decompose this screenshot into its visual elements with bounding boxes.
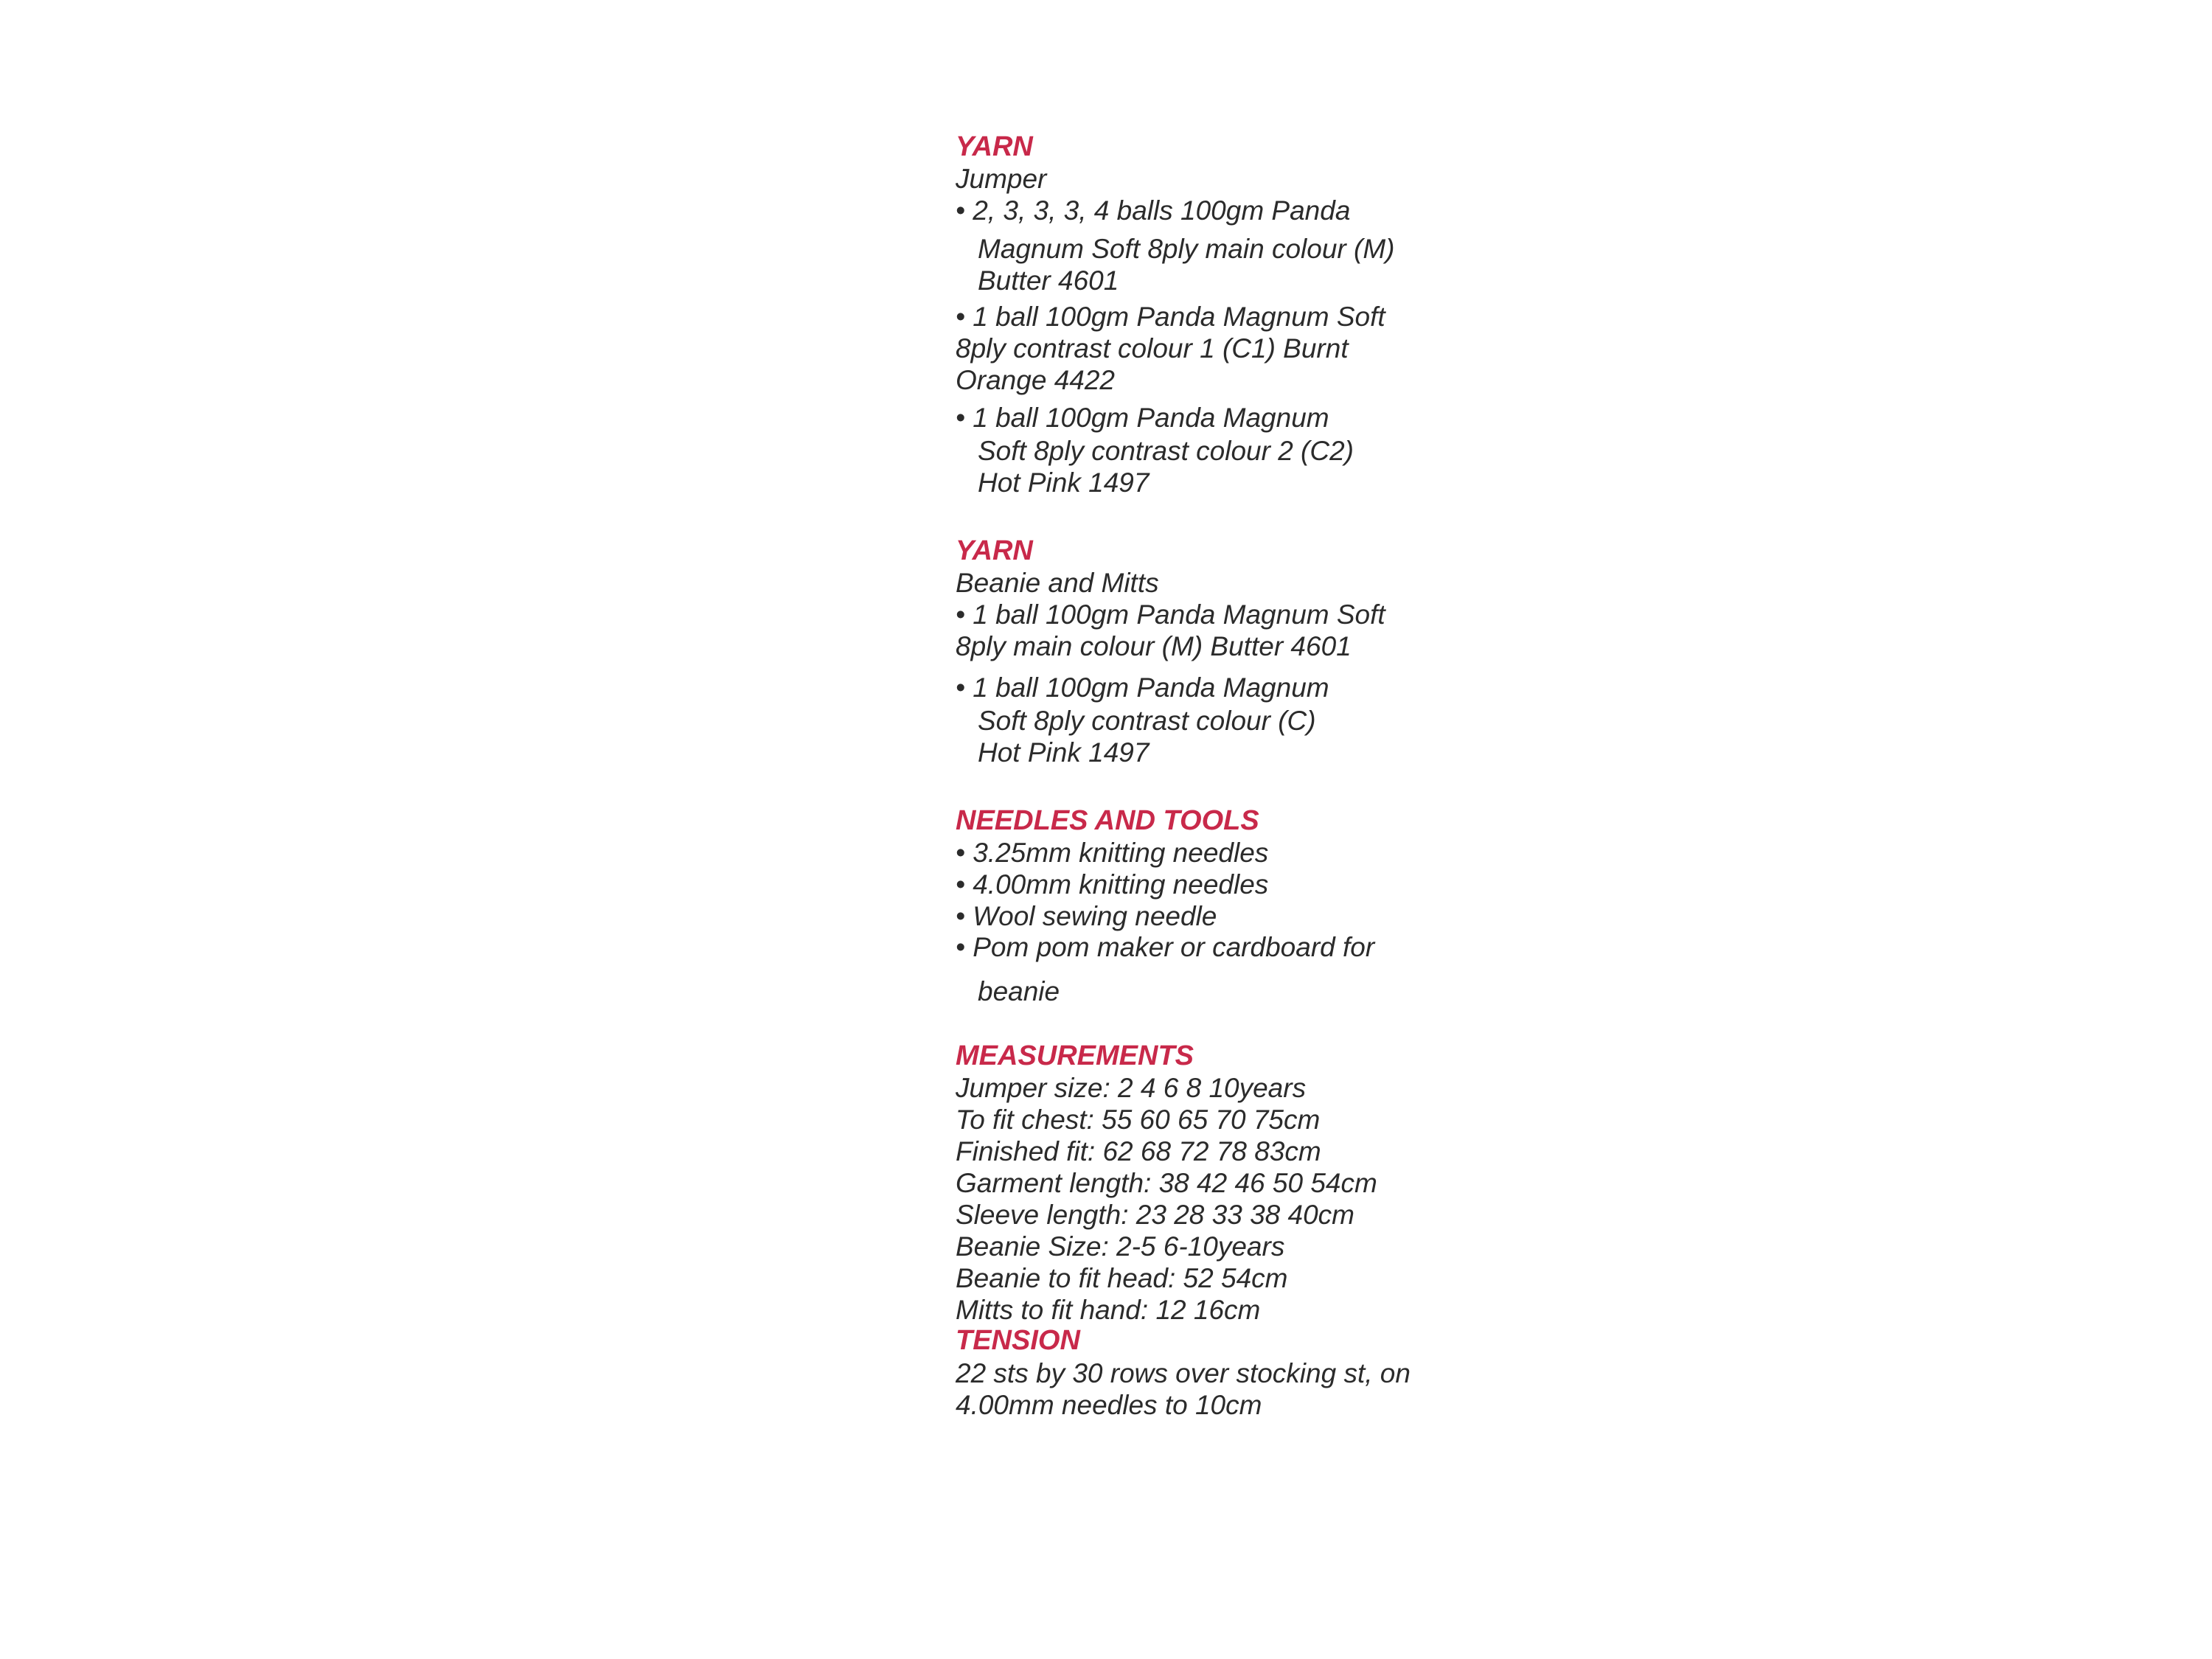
- measurement-line: Finished fit: 62 68 72 78 83cm: [956, 1136, 1321, 1166]
- tension-heading: TENSION: [956, 1325, 1080, 1356]
- yarn-item-line: Orange 4422: [956, 365, 1116, 395]
- yarn-subtitle: Jumper: [956, 164, 1047, 194]
- needles-item: • 3.25mm knitting needles: [956, 838, 1269, 868]
- tension-line: 4.00mm needles to 10cm: [956, 1390, 1262, 1420]
- yarn-item-line: Hot Pink 1497: [978, 467, 1150, 498]
- yarn-item-line: • 1 ball 100gm Panda Magnum: [956, 672, 1329, 703]
- needles-item: beanie: [978, 976, 1060, 1006]
- measurement-line: Mitts to fit hand: 12 16cm: [956, 1295, 1261, 1325]
- yarn-item-line: Hot Pink 1497: [978, 737, 1150, 768]
- measurement-line: Beanie Size: 2-5 6-10years: [956, 1231, 1285, 1262]
- yarn-item-line: Magnum Soft 8ply main colour (M): [978, 234, 1395, 264]
- yarn-item-line: • 1 ball 100gm Panda Magnum Soft: [956, 599, 1385, 630]
- yarn-item-line: Soft 8ply contrast colour 2 (C2): [978, 436, 1354, 466]
- measurement-line: Jumper size: 2 4 6 8 10years: [956, 1073, 1307, 1103]
- needles-item: • Wool sewing needle: [956, 901, 1217, 931]
- yarn-item-line: 8ply main colour (M) Butter 4601: [956, 631, 1352, 661]
- measurement-line: Sleeve length: 23 28 33 38 40cm: [956, 1200, 1354, 1230]
- yarn-item-line: • 1 ball 100gm Panda Magnum Soft: [956, 302, 1385, 332]
- tension-line: 22 sts by 30 rows over stocking st, on: [956, 1358, 1411, 1388]
- yarn-item-line: • 1 ball 100gm Panda Magnum: [956, 403, 1329, 433]
- yarn-item-line: • 2, 3, 3, 3, 4 balls 100gm Panda: [956, 195, 1351, 226]
- needles-item: • 4.00mm knitting needles: [956, 869, 1269, 900]
- measurement-line: Beanie to fit head: 52 54cm: [956, 1263, 1288, 1293]
- yarn-heading: YARN: [956, 131, 1033, 162]
- yarn-heading: YARN: [956, 535, 1033, 566]
- yarn-item-line: Butter 4601: [978, 265, 1119, 296]
- needles-item: • Pom pom maker or cardboard for: [956, 932, 1375, 962]
- yarn-item-line: Soft 8ply contrast colour (C): [978, 706, 1316, 736]
- measurement-line: Garment length: 38 42 46 50 54cm: [956, 1168, 1377, 1198]
- measurements-heading: MEASUREMENTS: [956, 1040, 1194, 1071]
- yarn-subtitle: Beanie and Mitts: [956, 568, 1159, 598]
- needles-heading: NEEDLES AND TOOLS: [956, 805, 1259, 836]
- yarn-item-line: 8ply contrast colour 1 (C1) Burnt: [956, 333, 1349, 364]
- measurement-line: To fit chest: 55 60 65 70 75cm: [956, 1105, 1321, 1135]
